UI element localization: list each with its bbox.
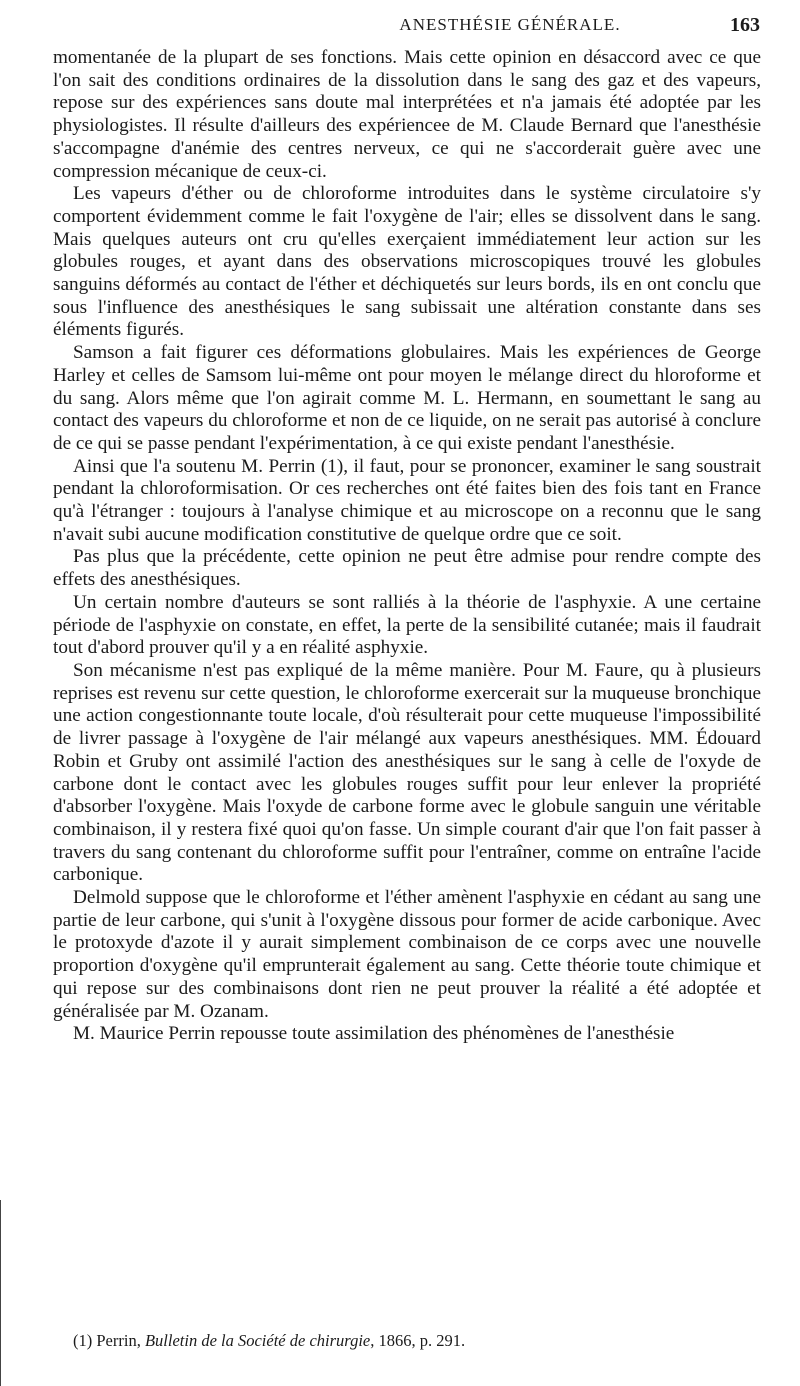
paragraph-1: momentanée de la plupart de ses fonctions. Mais cette opinion en désaccord avec ce que l'on sait des conditions ordinaires de la dissolution dans le sang des gaz et des vapeurs, repose sur des expériences sans doute mal interprétées et n'a jamais été adoptée par les physiologistes. Il résulte d'ailleurs des expériencee de M. Claude Bernard que l'anesthésie s'accompagne d'anémie des centres nerveux, ce qui ne s'accorderait guère avec une compression mécanique de ceux-ci. xyxy=(53,47,761,182)
paragraph-5: Pas plus que la précédente, cette opinion ne peut être admise pour rendre compte des effets des anesthésiques. xyxy=(53,546,761,591)
running-title: ANESTHÉSIE GÉNÉRALE. xyxy=(399,15,621,34)
paragraph-7: Son mécanisme n'est pas expliqué de la même manière. Pour M. Faure, qu à plusieurs reprises est revenu sur cette question, le chloroforme exercerait sur la muqueuse bronchique une action congestionnante toute locale, d'où résulterait pour cette muqueuse l'impossibilité de livrer passage à l'oxygène de l'air mélangé aux vapeurs anesthésiques. MM. Édouard Robin et Gruby ont assimilé l'action des anesthésiques sur le sang à celle de l'oxyde de carbone dont le contact avec les globules rouges suffit pour leur enlever la propriété d'absorber l'oxygène. Mais l'oxyde de carbone forme avec le globule sanguin une véritable combinaison, il y restera fixé quoi qu'on fasse. Un simple courant d'air que l'on fait passer à travers du sang contenant du chloroforme suffit pour l'entraîner, comme on entraîne l'acide carbonique. xyxy=(53,659,761,886)
footnote-prefix: (1) Perrin, xyxy=(73,1331,145,1350)
paragraph-6: Un certain nombre d'auteurs se sont ralliés à la théorie de l'asphyxie. A une certaine période de l'asphyxie on constate, en effet, la perte de la sensibilité cutanée; mais il faudrait tout d'abord prouver qu'il y a en réalité asphyxie. xyxy=(53,591,761,659)
footnote xyxy=(73,1330,761,1352)
running-head xyxy=(150,10,760,40)
paragraph-4: Ainsi que l'a soutenu M. Perrin (1), il faut, pour se prononcer, examiner le sang soustrait pendant la chloroformisation. Or ces recherches ont été faites bien des fois tant en France qu'à l'étranger : toujours à l'analyse chimique et au microscope on a reconnu que le sang n'avait subi aucune modification constitutive de quelque ordre que ce soit. xyxy=(53,455,761,545)
paragraph-3: Samson a fait figurer ces déformations globulaires. Mais les expériences de George Harley et celles de Samsom lui-même ont pour moyen le mélange direct du hloroforme et du sang. Alors même que l'on agirait comme M. L. Hermann, en soumettant le sang au contact des vapeurs du chloroforme et non de ce liquide, on ne serait pas autorisé à conclure de ce qui se passe pendant l'expérimentation, à ce qui existe pendant l'anesthésie. xyxy=(53,342,761,454)
scan-margin-line xyxy=(0,1200,1,1386)
paragraph-2: Les vapeurs d'éther ou de chloroforme introduites dans le système circulatoire s'y comportent évidemment comme le fait l'oxygène de l'air; elles se dissolvent dans le sang. Mais quelques auteurs ont cru qu'elles exerçaient immédiatement leur action sur les globules rouges, et ayant dans des observations microscopiques trouvé les globules sanguins déformés au contact de l'éther et déchiquetés sur leurs bords, ils en ont conclu que sous l'influence des anesthésiques le sang subissait une altération constante dans ses éléments figurés. xyxy=(53,183,761,341)
page-number: 163 xyxy=(730,14,760,36)
paragraph-9: M. Maurice Perrin repousse toute assimilation des phénomènes de l'anesthésie xyxy=(73,1023,675,1045)
footnote-journal: Bulletin de la Société de chirurgie xyxy=(144,1331,371,1350)
footnote-suffix: , 1866, p. 291. xyxy=(370,1331,466,1350)
body-text xyxy=(53,47,761,1046)
paragraph-8: Delmold suppose que le chloroforme et l'éther amènent l'asphyxie en cédant au sang une partie de leur carbone, qui s'unit à l'oxygène dissous pour former de acide carbonique. Avec le protoxyde d'azote il y aurait simplement combinaison de ce corps avec une nouvelle proportion d'oxygène qu'il emprunterait également au sang. Cette théorie toute chimique et qui repose sur des combinaisons dont rien ne peut prouver la réalité a été adoptée et généralisée par M. Ozanam. xyxy=(53,887,761,1022)
